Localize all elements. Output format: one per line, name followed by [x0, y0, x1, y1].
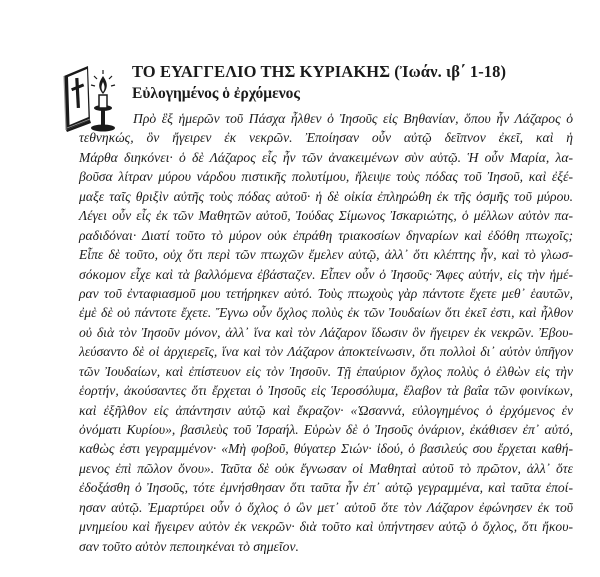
text-line: καθὼς ἐστι γεγραμμένον· «Μὴ φοβοῦ, θύγατερ Σιών· ἰδού, ὁ βασιλεύς σου ἔρχεται καθή-	[79, 441, 573, 457]
text-line: σόκομον εἶχε καὶ τὰ βαλλόμενα ἐβάσταζεν. Εἶπεν οὖν ὁ Ἰησοῦς· Ἄφες αὐτήν, εἰς τὴν ἡμέ-	[79, 266, 573, 282]
text-line: τῶν Ἰουδαίων, καὶ ἐπίστευον εἰς τὸν Ἰησοῦν. Τῇ ἐπαύριον ὄχλος πολὺς ὁ ἐλθὼν εἰς τὴν	[79, 363, 573, 379]
text-line: μαξε ταῖς θριξὶν αὐτῆς τοὺς πόδας αὐτοῦ· ἡ δὲ οἰκία ἐπληρώθη ἐκ τῆς ὀσμῆς τοῦ μύρου.	[79, 188, 573, 204]
text-line: Εἶπε δὲ τοῦτο, οὐχ ὅτι περὶ τῶν πτωχῶν ἔμελεν αὐτῷ, ἀλλ᾿ ὅτι κλέπτης ἦν, καὶ τὸ γλωσ-	[79, 247, 573, 263]
text-line: ἑορτήν, ἀκούσαντες ὅτι ἔρχεται ὁ Ἰησοῦς εἰς Ἱεροσόλυμα, ἔλαβον τὰ βαΐα τῶν φοινίκων,	[79, 383, 573, 399]
text-line: ραδιδόναι· Διατί τοῦτο τὸ μύρον οὐκ ἐπράθη τριακοσίων δηναρίων καὶ ἐδόθη πτωχοῖς;	[79, 227, 573, 243]
gospel-text	[79, 109, 573, 556]
text-line: Λέγει οὖν εἷς ἐκ τῶν Μαθητῶν αὐτοῦ, Ἰούδας Σίμωνος Ἰσκαριώτης, ὁ μέλλων αὐτὸν πα-	[79, 208, 573, 224]
text-line: καὶ ἐξῆλθον εἰς ἀπάντησιν αὐτῷ καὶ ἔκραζον· «Ὡσαννά, εὐλογημένος ὁ ἐρχόμενος ἐν	[79, 402, 573, 418]
text-line: ραν τοῦ ἐνταφιασμοῦ μου τετήρηκεν αὐτό. Τοὺς πτωχοὺς γὰρ πάντοτε ἔχετε μεθ᾿ ἑαυτῶν,	[79, 285, 573, 301]
text-line: οὐ διὰ τὸν Ἰησοῦν μόνον, ἀλλ᾿ ἵνα καὶ τὸν Λάζαρον ἴδωσιν ὃν ἤγειρεν ἐκ νεκρῶν. Ἐβου-	[79, 324, 573, 340]
text-line: ἐδοξάσθη ὁ Ἰησοῦς, τότε ἐμνήσθησαν ὅτι ταῦτα ἦν ἐπ᾿ αὐτῷ γεγραμμένα, καὶ ταῦτα ἐποί-	[79, 480, 573, 496]
text-line: σαν τοῦτο αὐτὸν πεποιηκέναι τὸ σημεῖον.	[79, 538, 299, 554]
text-line: τεθνηκώς, ὃν ἤγειρεν ἐκ νεκρῶν. Ἐποίησαν οὖν αὐτῷ δεῖπνον ἐκεῖ, καὶ ἡ	[79, 130, 573, 146]
page-title: ΤΟ ΕΥΑΓΓΕΛΙΟ ΤΗΣ ΚΥΡΙΑΚΗΣ (Ἰωάν. ιβ΄ 1-18)	[132, 62, 507, 81]
text-line: λεύσαντο δὲ οἱ ἀρχιερεῖς, ἵνα καὶ τὸν Λάζαρον ἀποκτείνωσιν, ὅτι πολλοὶ δι᾿ αὐτὸν ὑπῆγον	[79, 344, 573, 360]
text-line: μνημείου καὶ ἤγειρεν αὐτὸν ἐκ νεκρῶν· διὰ τοῦτο καὶ ὑπήντησεν αὐτῷ ὁ ὄχλος, ὅτι ἤκου-	[79, 519, 573, 535]
page-subtitle: Εὐλογημένος ὁ ἐρχόμενος	[132, 85, 300, 102]
text-line: Μάρθα διηκόνει· ὁ δὲ Λάζαρος εἷς ἦν τῶν ἀνακειμένων σὺν αὐτῷ. Ἡ οὖν Μαρία, λα-	[79, 149, 573, 165]
text-line: μενος ἐπὶ πῶλον ὄνου». Ταῦτα δὲ οὐκ ἔγνωσαν οἱ Μαθηταὶ αὐτοῦ τὸ πρῶτον, ἀλλ᾿ ὅτε	[79, 460, 573, 476]
text-line: Πρὸ ἓξ ἡμερῶν τοῦ Πάσχα ἦλθεν ὁ Ἰησοῦς εἰς Βηθανίαν, ὅπου ἦν Λάζαρος ὁ	[133, 111, 573, 126]
text-line: ἐμὲ δὲ οὐ πάντοτε ἔχετε. Ἔγνω οὖν ὄχλος πολὺς ἐκ τῶν Ἰουδαίων ὅτι ἐκεῖ ἐστι, καὶ ἦλθον	[79, 305, 573, 321]
text-line: ὀνόματι Κυρίου», βασιλεὺς τοῦ Ἰσραήλ. Εὑρὼν δὲ ὁ Ἰησοῦς ὀνάριον, ἐκάθισεν ἐπ᾿ αὐτό,	[79, 422, 573, 437]
text-line: ησαν αὐτῷ. Ἐμαρτύρει οὖν ὁ ὄχλος ὁ ὢν μετ᾿ αὐτοῦ ὅτε τὸν Λάζαρον ἐφώνησεν ἐκ τοῦ	[79, 499, 573, 515]
header	[132, 62, 572, 104]
text-line: βοῦσα λίτραν μύρου νάρδου πιστικῆς πολυτίμου, ἤλειψε τοὺς πόδας τοῦ Ἰησοῦ, καὶ ἐξέ-	[79, 169, 573, 185]
